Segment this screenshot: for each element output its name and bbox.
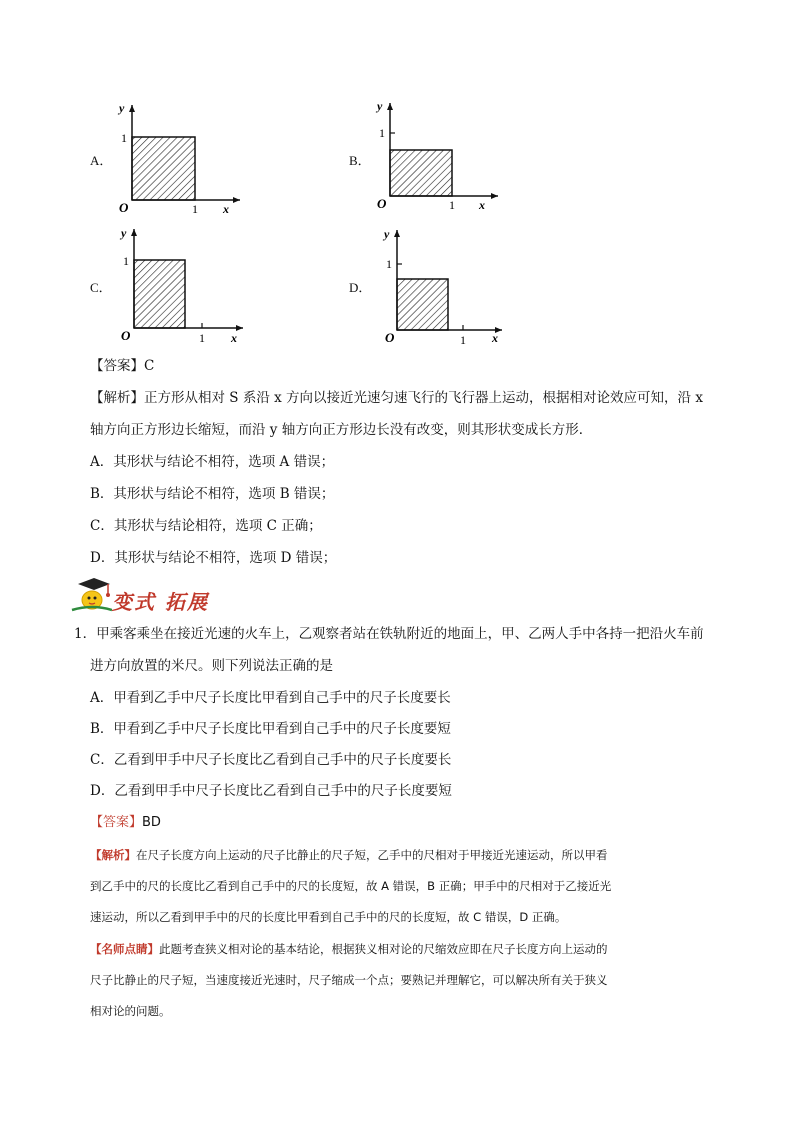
- x-label: x: [231, 331, 237, 344]
- q0-answer-label: 【答案】: [90, 358, 144, 374]
- q0-option-b: B．其形状与结论不相符，选项 B 错误；: [90, 486, 335, 502]
- q1-analysis-line2: 到乙手中的尺的长度比乙看到自己手中的尺的长度短，故 A 错误，B 正确；甲手中的尺相对于乙接近光: [90, 879, 612, 893]
- q1-tip-line3: 相对论的问题。: [90, 1004, 171, 1018]
- q0-answer: [90, 356, 154, 376]
- q0-option-a: A．其形状与结论不相符，选项 A 错误；: [90, 454, 335, 470]
- q1-stem-line2: 进方向放置的米尺。则下列说法正确的是: [90, 658, 333, 674]
- graph-b: [373, 100, 503, 215]
- q1-tip-line2: 尺子比静止的尺子短，当速度接近光速时，尺子缩成一个点；要熟记并理解它，可以解决所有关于狭义: [90, 973, 608, 987]
- q1-tip-label: 【名师点睛】: [90, 942, 159, 956]
- origin: O: [377, 196, 387, 211]
- option-d-label: D．: [349, 280, 372, 295]
- q0-analysis-label: 【解析】: [90, 390, 144, 406]
- q1-analysis-text1: 在尺子长度方向上运动的尺子比静止的尺子短，乙手中的尺相对于甲接近光速运动，所以甲看: [136, 848, 608, 862]
- q1-answer-label: 【答案】: [90, 815, 143, 830]
- x-one: 1: [199, 331, 205, 344]
- y-one: 1: [379, 126, 385, 140]
- q1-analysis-line3: 速运动，所以乙看到甲手中的尺的长度比甲看到自己手中的尺的长度短，故 C 错误，D 正确。: [90, 910, 567, 924]
- graph-a: [115, 100, 245, 215]
- option-a-label: A．: [90, 153, 113, 168]
- x-arrow: [233, 197, 240, 203]
- option-b-label: B．: [349, 153, 371, 168]
- x-one: 1: [460, 333, 466, 346]
- q1-tip-text1: 此题考查狭义相对论的基本结论，根据狭义相对论的尺缩效应即在尺子长度方向上运动的: [159, 942, 608, 956]
- x-one: 1: [449, 198, 455, 212]
- section-title: 变式 拓展: [112, 590, 209, 614]
- graph-c-svg: [117, 224, 247, 344]
- y-arrow: [394, 230, 400, 237]
- q1-tip-line1: [90, 940, 608, 958]
- q1-option-b: B．甲看到乙手中尺子长度比甲看到自己手中的尺子长度要短: [90, 721, 451, 737]
- graph-c: [117, 224, 247, 344]
- y-label: y: [384, 227, 390, 241]
- shape-square: [132, 137, 195, 200]
- graph-d: [380, 226, 510, 346]
- q1-option-d: D．乙看到甲手中尺子长度比乙看到自己手中的尺子长度要短: [90, 783, 452, 799]
- q1-analysis-label: 【解析】: [90, 848, 136, 862]
- origin: O: [119, 200, 129, 215]
- option-c-label: C．: [90, 280, 112, 295]
- q1-option-a: A．甲看到乙手中尺子长度比甲看到自己手中的尺子长度要长: [90, 690, 451, 706]
- y-arrow: [131, 229, 137, 236]
- y-arrow: [129, 105, 135, 112]
- q1-analysis-line1: [90, 846, 608, 864]
- shape-rect: [390, 150, 452, 196]
- origin: O: [385, 330, 395, 345]
- y-label: y: [121, 226, 127, 240]
- mascot-icon: [68, 574, 112, 618]
- q0-option-d: D．其形状与结论不相符，选项 D 错误；: [90, 550, 337, 566]
- graph-a-svg: [115, 100, 245, 215]
- mortarboard: [78, 578, 110, 590]
- q0-option-c: C．其形状与结论相符，选项 C 正确；: [90, 518, 322, 534]
- q1-option-c: C．乙看到甲手中尺子长度比乙看到自己手中的尺子长度要长: [90, 752, 452, 768]
- x-label: x: [492, 331, 498, 345]
- shape-rect: [134, 260, 185, 328]
- q1-answer-value: BD: [142, 815, 161, 830]
- y-one: 1: [123, 254, 129, 268]
- q0-analysis-line2: 轴方向正方形边长缩短，而沿 y 轴方向正方形边长没有改变，则其形状变成长方形．: [90, 422, 593, 438]
- x-one: 1: [192, 202, 198, 215]
- q0-analysis-line1: [90, 388, 703, 408]
- x-label: x: [223, 202, 229, 215]
- y-arrow: [387, 103, 393, 110]
- q1-answer: [90, 814, 161, 832]
- q0-analysis-text1: 正方形从相对 S 系沿 x 方向以接近光速匀速飞行的飞行器上运动，根据相对论效应可知，沿 x: [144, 390, 703, 406]
- x-label: x: [479, 198, 485, 212]
- y-label: y: [119, 101, 125, 115]
- x-arrow: [236, 325, 243, 331]
- q1-stem-line1: 1．甲乘客乘坐在接近光速的火车上，乙观察者站在铁轨附近的地面上，甲、乙两人手中各持一把沿火车前: [74, 626, 704, 642]
- y-one: 1: [386, 257, 392, 271]
- origin: O: [121, 328, 131, 343]
- x-arrow: [491, 193, 498, 199]
- y-one: 1: [121, 131, 127, 145]
- shape-square: [397, 279, 448, 330]
- y-label: y: [377, 100, 383, 113]
- graph-b-svg: [373, 100, 503, 215]
- graph-d-svg: [380, 226, 510, 346]
- mascot-svg: [68, 574, 112, 614]
- q0-answer-value: C: [144, 358, 155, 374]
